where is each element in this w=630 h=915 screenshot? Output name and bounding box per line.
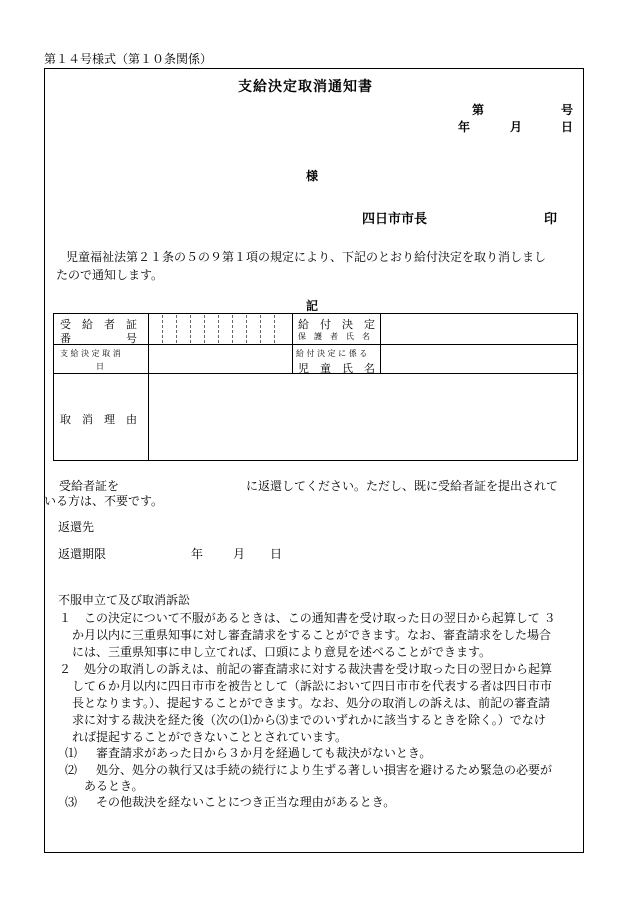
date-year: 年 — [458, 120, 471, 134]
appeal-heading: 不服申立て及び取消訴訟 — [58, 593, 191, 607]
deadline-year: 年 — [191, 547, 204, 561]
appeal-sub-2-number: ⑵ — [65, 763, 78, 777]
cell-child-a: 給 付 決 定 に 係 る — [296, 349, 368, 358]
cell-recipient-cert-b: 番 号 — [60, 332, 137, 345]
cell-recipient-cert-a: 受 給 者 証 — [60, 318, 137, 331]
issuer-name: 四日市市長 — [362, 212, 428, 227]
digit-divider — [204, 315, 205, 343]
appeal-sub-2-line-1: 処分、処分の執行又は手続の続行により生ずる著しい損害を避けるため緊急の必要が — [96, 763, 553, 777]
appeal-item-2-number: ２ — [59, 662, 72, 676]
seal-mark: 印 — [544, 212, 558, 227]
appeal-item-1-number: １ — [59, 611, 72, 625]
cell-guardian-a: 給 付 決 定 — [298, 318, 375, 331]
deadline-day: 日 — [270, 547, 283, 561]
cell-guardian-b: 保 護 者 氏 名 — [298, 332, 370, 341]
intro-line-2: たので通知します。 — [56, 268, 164, 282]
addressee-suffix: 様 — [306, 169, 319, 183]
appeal-sub-2-line-2: あるとき。 — [84, 779, 144, 793]
digit-divider — [162, 315, 163, 343]
digit-divider — [190, 315, 191, 343]
digit-divider — [274, 315, 275, 343]
date-day: 日 — [561, 120, 574, 134]
appeal-sub-1: 審査請求があった日から３か月を経過しても裁決がないとき。 — [96, 746, 432, 760]
digit-divider — [176, 315, 177, 343]
appeal-sub-3: その他裁決を経ないことにつき正当な理由があるとき。 — [96, 795, 396, 809]
ki-label: 記 — [306, 299, 319, 313]
document-title: 支給決定取消通知書 — [238, 79, 373, 95]
form-number: 第１４号様式（第１０条関係） — [44, 52, 213, 66]
number-suffix: 号 — [561, 103, 574, 117]
appeal-item-1-line-3: には、三重県知事に申し立てれば、口頭により意見を述べることができます。 — [72, 645, 492, 659]
return-line-1a: 受給者証を — [59, 479, 120, 493]
appeal-item-2-line-1: 処分の取消しの訴えは、前記の審査請求に対する裁決書を受け取った日の翌日から起算 — [84, 662, 553, 676]
date-month: 月 — [510, 120, 523, 134]
cell-cancel-date-b: 日 — [96, 362, 104, 371]
cell-cancel-reason: 取 消 理 由 — [60, 413, 137, 426]
intro-line-1: 児童福祉法第２１条の５の９第１項の規定により、下記のとおり給付決定を取り消しまし — [66, 250, 547, 264]
appeal-sub-3-number: ⑶ — [65, 795, 78, 809]
deadline-month: 月 — [233, 547, 246, 561]
appeal-item-1-line-2: か月以内に三重県知事に対し審査請求をすることができます。なお、審査請求をした場合 — [72, 628, 552, 642]
appeal-sub-1-number: ⑴ — [65, 746, 78, 760]
return-deadline-label: 返還期限 — [58, 547, 107, 561]
appeal-item-2-line-2: して６か月以内に四日市市を被告として（訴訟において四日市市を代表する者は四日市市 — [72, 679, 553, 693]
appeal-item-2-line-4: 求に対する裁決を経た後（次の⑴から⑶までのいずれかに該当するときを除く。）でなけ — [72, 713, 546, 727]
digit-divider — [218, 315, 219, 343]
appeal-item-2-line-3: 長となります。）、提起することができます。なお、処分の取消しの訴えは、前記の審査請 — [72, 696, 551, 710]
appeal-item-1-line-1: この決定について不服があるときは、この通知書を受け取った日の翌日から起算して ３ — [84, 611, 556, 625]
return-to-label: 返還先 — [58, 520, 95, 534]
digit-divider — [232, 315, 233, 343]
cell-child-b: 児 童 氏 名 — [298, 362, 375, 375]
return-line-1b: に返還してください。ただし、既に受給者証を提出されて — [246, 479, 559, 493]
digit-divider — [260, 315, 261, 343]
cell-cancel-date-a: 支 給 決 定 取 消 — [60, 349, 121, 358]
number-prefix: 第 — [472, 103, 485, 117]
appeal-item-2-line-5: れば提起することができないこととされています。 — [72, 730, 348, 744]
return-line-2: いる方は、不要です。 — [44, 494, 164, 508]
digit-divider — [246, 315, 247, 343]
